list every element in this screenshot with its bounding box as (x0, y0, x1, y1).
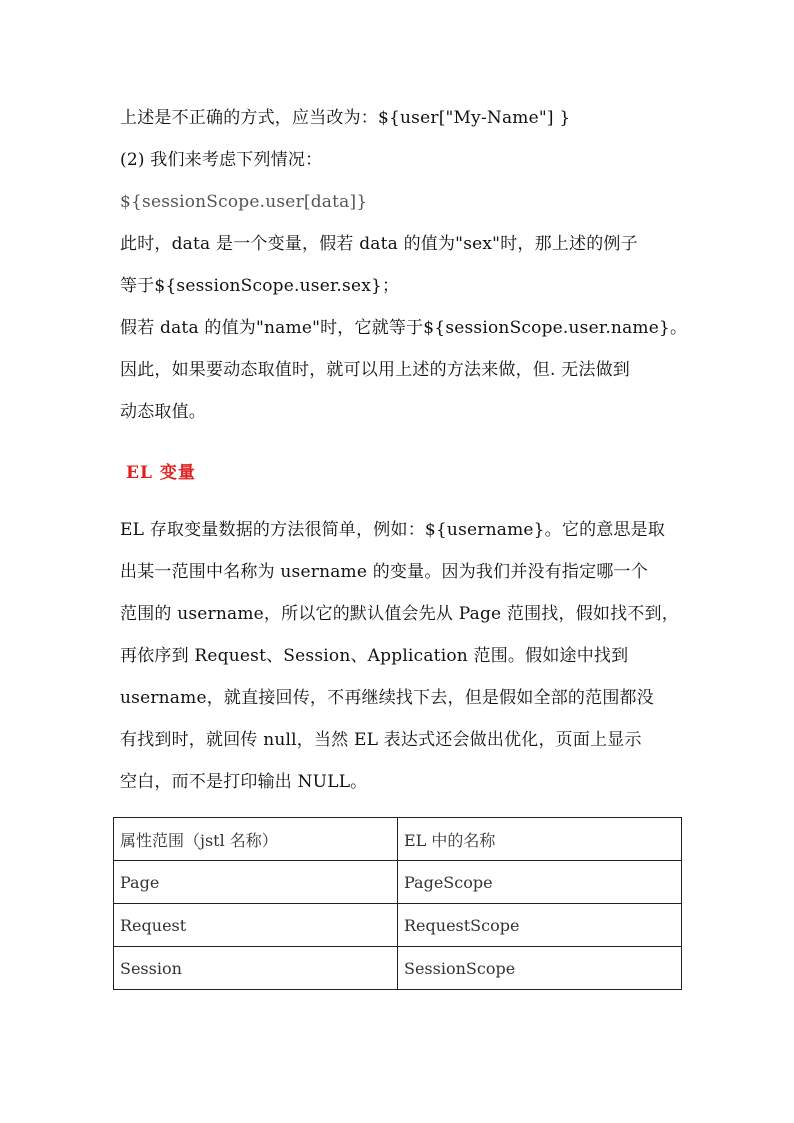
text-line: 出某一范围中名称为 username 的变量。因为我们并没有指定哪一个 (120, 562, 648, 582)
text-line: 因此，如果要动态取值时，就可以用上述的方法来做，但. 无法做到 (120, 360, 631, 380)
table-row (114, 861, 682, 904)
code-line: ${sessionScope.user[data]} (120, 192, 368, 212)
table-cell: PageScope (398, 861, 682, 904)
section-heading: EL 变量 (126, 463, 196, 483)
table-header-row (114, 818, 682, 861)
text-line: 再依序到 Request、Session、Application 范围。假如途中找到 (120, 646, 629, 666)
table-cell: RequestScope (398, 904, 682, 947)
table-cell: Session (114, 947, 398, 990)
text-line: EL 存取变量数据的方法很简单，例如：${username}。它的意思是取 (120, 520, 666, 540)
text-line: 此时，data 是一个变量，假若 data 的值为"sex"时，那上述的例子 (120, 234, 638, 254)
text-line: 有找到时，就回传 null，当然 EL 表达式还会做出优化，页面上显示 (120, 730, 642, 750)
table-cell: Request (114, 904, 398, 947)
text-line: 上述是不正确的方式，应当改为：${user["My-Name"] } (120, 108, 571, 128)
text-line: 假若 data 的值为"name"时，它就等于${sessionScope.user.name}。 (120, 318, 688, 338)
text-line: 动态取值。 (120, 402, 206, 422)
table-row (114, 904, 682, 947)
table-header-cell: 属性范围（jstl 名称） (114, 818, 398, 861)
text-line: (2) 我们来考虑下列情况： (120, 150, 323, 170)
scope-table (113, 817, 682, 990)
text-line: username，就直接回传，不再继续找下去，但是假如全部的范围都没 (120, 688, 654, 708)
text-line: 等于${sessionScope.user.sex}； (120, 276, 400, 296)
table-cell: Page (114, 861, 398, 904)
text-line: 空白，而不是打印输出 NULL。 (120, 772, 368, 792)
text-line: 范围的 username，所以它的默认值会先从 Page 范围找，假如找不到， (120, 604, 679, 624)
table-header-cell: EL 中的名称 (398, 818, 682, 861)
table-row (114, 947, 682, 990)
table-cell: SessionScope (398, 947, 682, 990)
